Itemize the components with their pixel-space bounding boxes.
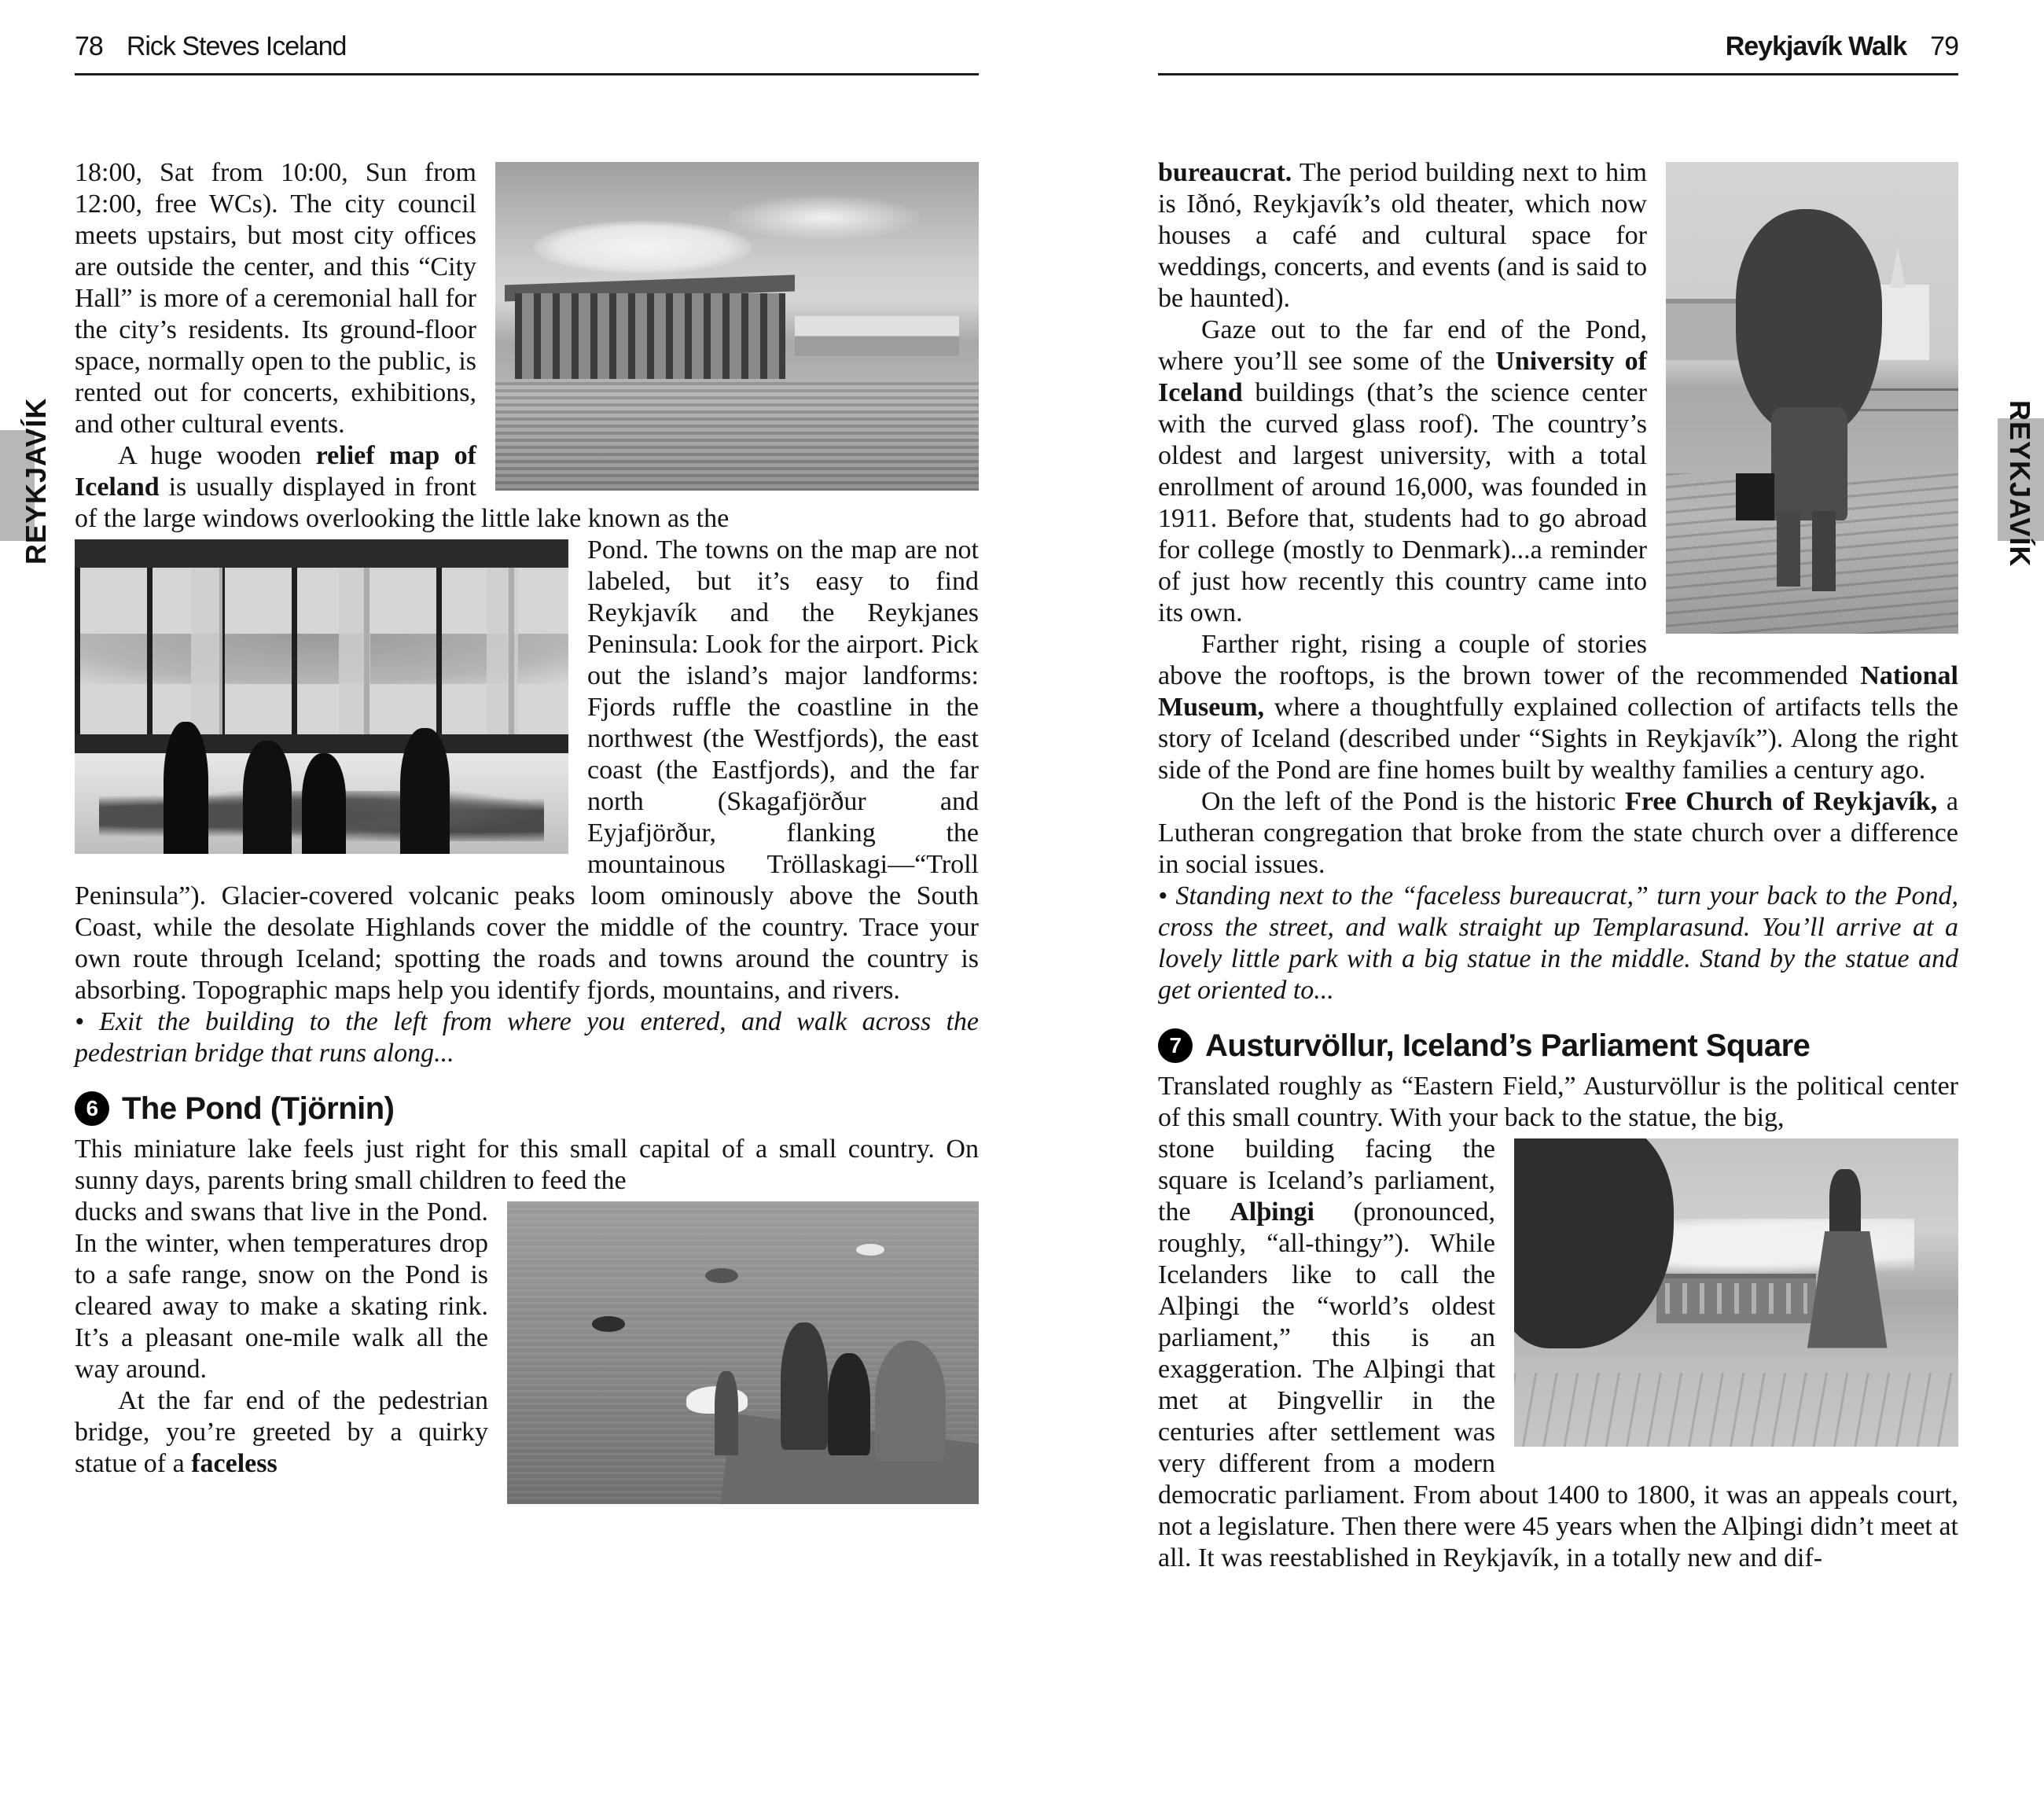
duck-shape — [705, 1268, 738, 1283]
section-heading-label: The Pond (Tjörnin) — [122, 1091, 395, 1126]
plaza-paving-shape — [1514, 1373, 1958, 1447]
cloud-shape — [534, 221, 752, 274]
left-running-title: Rick Steves Iceland — [126, 31, 347, 61]
ceiling-shape — [75, 539, 568, 568]
statue-figure-shape — [1829, 1169, 1861, 1237]
statue-leg-shape — [1812, 511, 1836, 591]
paragraph-pond-intro: This miniature lake feels just right for this small capital of a small country. On sunny days, parents bring small children to feed the — [75, 1135, 979, 1195]
rock-head-shape — [1736, 209, 1882, 436]
statue-body-shape — [1771, 407, 1847, 520]
window-pillars-shape — [75, 568, 568, 750]
pond-water-shape — [495, 382, 979, 491]
visitor-silhouette — [243, 741, 292, 854]
building-windows-shape — [1665, 1283, 1807, 1314]
right-running-title: Reykjavík Walk — [1725, 31, 1907, 61]
relief-map-photo — [75, 539, 568, 854]
paragraph-bureaucrat: bureaucrat. The period building next to him is Iðnó, Reykjavík’s old theater, which now houses a café and cultural space for weddings, concerts, and events (and is said to be haunted). — [1158, 158, 1647, 313]
paragraph-national-museum: Farther right, rising a couple of stories above the rooftops, is the brown tower of the recommended National Museum, where a thoughtfully explained collection of artifacts tells the story of Iceland (described under “Sights in Reykjavík”). Along the right side of the Pond are fine homes built by wealthy families a century ago. — [1158, 630, 1958, 785]
left-page-number: 78 — [75, 31, 103, 61]
paragraph-free-church: On the left of the Pond is the historic Free Church of Reykjavík, a Lutheran congregation that broke from the state church over a difference in social issues. — [1158, 787, 1958, 879]
section-heading-the-pond — [75, 1091, 979, 1126]
paragraph-faceless-lead: At the far end of the pedestrian bridge, you’re greeted by a quirky statue of a faceless — [75, 1386, 488, 1478]
left-page — [75, 31, 979, 1514]
briefcase-shape — [1736, 473, 1774, 520]
church-spire-shape — [1890, 247, 1906, 288]
paragraph-relief-map-body: Pond. The towns on the map are not labeled, but it’s easy to find Reykjavík and the Reykjanes Peninsula: Look for the airport. Pick out the island’s major landforms: Fjords ruffle the coastline in the northwest (the Westfjords), the east coast (the Eastfjords), and the far north (Skagafjörður and Eyjafjörður, flanking the mountainous Tröllaskagi—“Troll Peninsula”). Glacier-covered volcanic peaks loom ominously above the South Coast, while the desolate Highlands cover the middle of the country. Trace your own route through Iceland; spotting the roads and towns around the country is absorbing. Topographic maps help you identify fjords, mountains, and rivers. — [75, 535, 979, 1005]
section-heading-austurvollur — [1158, 1028, 1958, 1063]
child-silhouette — [781, 1322, 828, 1450]
right-page-header — [1158, 31, 1958, 75]
section-number-badge: 6 — [75, 1091, 109, 1126]
section-number-badge: 7 — [1158, 1028, 1193, 1063]
walk-direction-templarasund: • Standing next to the “faceless bureaucrat,” turn your back to the Pond, cross the street, and walk straight up Templarasund. You’ll arrive at a lovely little park with a big statue in the middle. Stand by the statue and get oriented to... — [1158, 881, 1958, 1005]
walk-direction-exit: • Exit the building to the left from where you entered, and walk across the pedestrian bridge that runs along... — [75, 1007, 979, 1068]
visitor-silhouette — [164, 722, 208, 854]
visitor-silhouette — [400, 728, 450, 854]
section-heading-label: Austurvöllur, Iceland’s Parliament Square — [1205, 1028, 1811, 1063]
window-sill-shape — [75, 734, 568, 753]
parliament-square-photo — [1514, 1138, 1958, 1447]
right-page-body — [1158, 157, 1958, 1574]
left-page-header — [75, 31, 979, 75]
parent-silhouette — [875, 1341, 946, 1462]
duck-shape — [592, 1316, 625, 1331]
city-hall-photo — [495, 162, 979, 491]
lakeside-houses-shape — [795, 316, 959, 355]
child-silhouette — [828, 1353, 870, 1456]
visitor-silhouette — [302, 753, 347, 854]
pond-ducks-photo — [507, 1201, 979, 1504]
city-hall-building-shape — [515, 293, 785, 379]
statue-leg-shape — [1777, 511, 1800, 587]
tree-shape — [1514, 1138, 1674, 1348]
right-page — [1158, 31, 1958, 1574]
paragraph-relief-map-intro: A huge wooden relief map of Iceland is usually displayed in front of the large windows overlooking the little lake known as the — [75, 441, 730, 533]
left-chapter-tab-label: REYKJAVÍK — [20, 397, 52, 565]
paragraph-university: Gaze out to the far end of the Pond, where you’ll see some of the University of Iceland buildings (that’s the science center with the curved glass roof). The country’s oldest and largest university, with a total enrollment of around 16,000, was founded in 1911. Before that, students had to go abroad for college (mostly to Denmark)...a reminder of just how recently this country came into its own. — [1158, 315, 1647, 627]
mooring-post-shape — [715, 1371, 738, 1456]
cloud-shape — [727, 195, 921, 241]
paragraph-pond-body: ducks and swans that live in the Pond. In the winter, when temperatures drop to a safe range, snow on the Pond is cleared away to make a skating rink. It’s a pleasant one-mile walk all the way around. — [75, 1197, 488, 1384]
faceless-bureaucrat-photo — [1666, 162, 1958, 634]
right-chapter-tab-label: REYKJAVÍK — [2004, 400, 2036, 568]
paragraph-city-hall: 18:00, Sat from 10:00, Sun from 12:00, free WCs). The city council meets upstairs, but most city offices are outside the center, and this “City Hall” is more of a ceremonial hall for the city’s residents. Its ground-floor space, normally open to the public, is rented out for concerts, exhibitions, and other cultural events. — [75, 158, 476, 439]
right-page-number: 79 — [1930, 31, 1958, 61]
left-page-body — [75, 157, 979, 1480]
paragraph-austurvollur-intro: Translated roughly as “Eastern Field,” Austurvöllur is the political center of this small country. With your back to the statue, the big, — [1158, 1072, 1958, 1132]
paragraph-althingi: stone building facing the square is Iceland’s parliament, the Alþingi (pronounced, roughly, “all-thingy”). While Icelanders like to call the Alþingi the “world’s oldest parliament,” this is an exaggeration. The Alþingi that met at Þingvellir in the centuries after settlement was very different from a modern democratic parliament. From about 1400 to 1800, it was an appeals court, not a legislature. Then there were 45 years when the Alþingi didn’t meet at all. It was reestablished in Reykjavík, in a totally new and dif- — [1158, 1135, 1958, 1572]
